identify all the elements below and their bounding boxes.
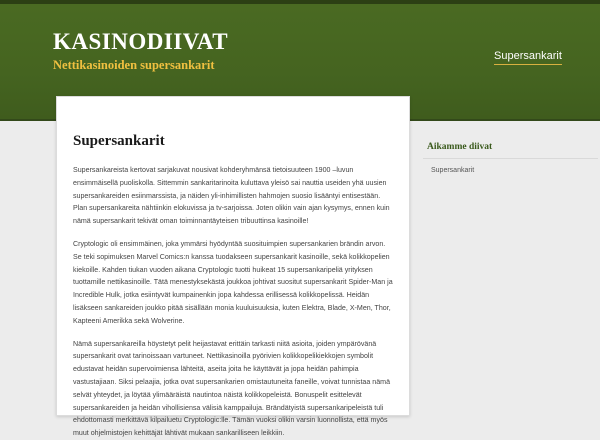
post-paragraph-3: Nämä supersankareilla höystetyt pelit heijastavat erittäin tarkasti niitä asioita, joiden ympärövänä supersankarit ovat tarinoissaan vartuneet. Nettikasinoilla pyörivien kolikkopelikiekkojen symbolit edustavat heidän supervoimiensa lähteitä, aseita joita he käyttävät ja jopa heidän pahimpia vastustajiaan. Siksi pelaajia, jotka ovat supersankarien omistautuneita faneille, voivat tunnistaa nämä selvät yhteydet, ja löytää ylimääräistä nautintoa näistä kolikkopeleistä. Bonuspelit esittelevät supersankareiden ja heidän vihollisiensa välisiä kamppailuja. Brändätyistä supersankaripeleistä tuli ehdottomasti merkittävä kilpailuetu Cryptologic:lle. Tämän vuoksi olikin varsin luonnollista, että myös muut ohjelmistojen kehittäjät lähtivät mukaan sankarilliseen leikkiin. [73,339,391,438]
main-content [56,96,410,438]
post-title: Supersankarit [73,133,165,149]
widget-title: Aikamme diivat [423,128,598,159]
sidebar [423,128,598,176]
site-description: Nettikasinoiden supersankarit [53,58,215,72]
list-item [423,165,598,176]
nav-item-supersankarit[interactable]: Supersankarit [494,50,562,65]
widget-list [423,159,598,176]
site-title[interactable]: KASINODIIVAT [53,29,229,54]
post-paragraph-1: Supersankareista kertovat sarjakuvat nousivat kohderyhmänsä tietoisuuteen 1900 –luvun ensimmäisellä puoliskolla. Sittemmin sankaritarinoita kuluttava yleisö sai nauttia useiden yhä uusien supersankareiden esiinmarssista, ja näiden yli-inhimillisten hahmojen suosio lisääntyi entisestään. Plan supersankareita nähtiinkin elokuvissa ja tv-sarjoissa. Joten olikin vain ajan kysymys, ennen kuin nämä supersankarit tekivät oman toiminnantäyteisen tribuuttinsa kasinoille! [73,166,390,226]
post-paragraph-2: Cryptologic oli ensimmäinen, joka ymmärsi hyödyntää suosituimpien supersankarien brändin arvon. Se teki sopimuksen Marvel Comics:n kanssa tuodakseen supersankarit kasinoille, sekä kolikkopelien kiekoille. Kahden tiukan vuoden aikana Cryptologic tuotti huikeat 15 supersankaripeliä yrityksen tuottamille nettikasinoille. Tätä menestyksekästä joukkoa johtivat suositut supersankarit Spider-Man ja Incredible Hulk, jotka esiintyvät kumpainenkin jopa kahdessa erillisessä kolikkopelissä. Heidän lisäkseen sankareiden joukko pitää sisällään monia kuuluisuuksia, kuten Elektra, Blade, X-Men, Thor, Kapteeni Amerikka sekä Wolverine. [73,239,393,325]
sidebar-link-supersankarit[interactable]: Supersankarit [431,167,475,174]
